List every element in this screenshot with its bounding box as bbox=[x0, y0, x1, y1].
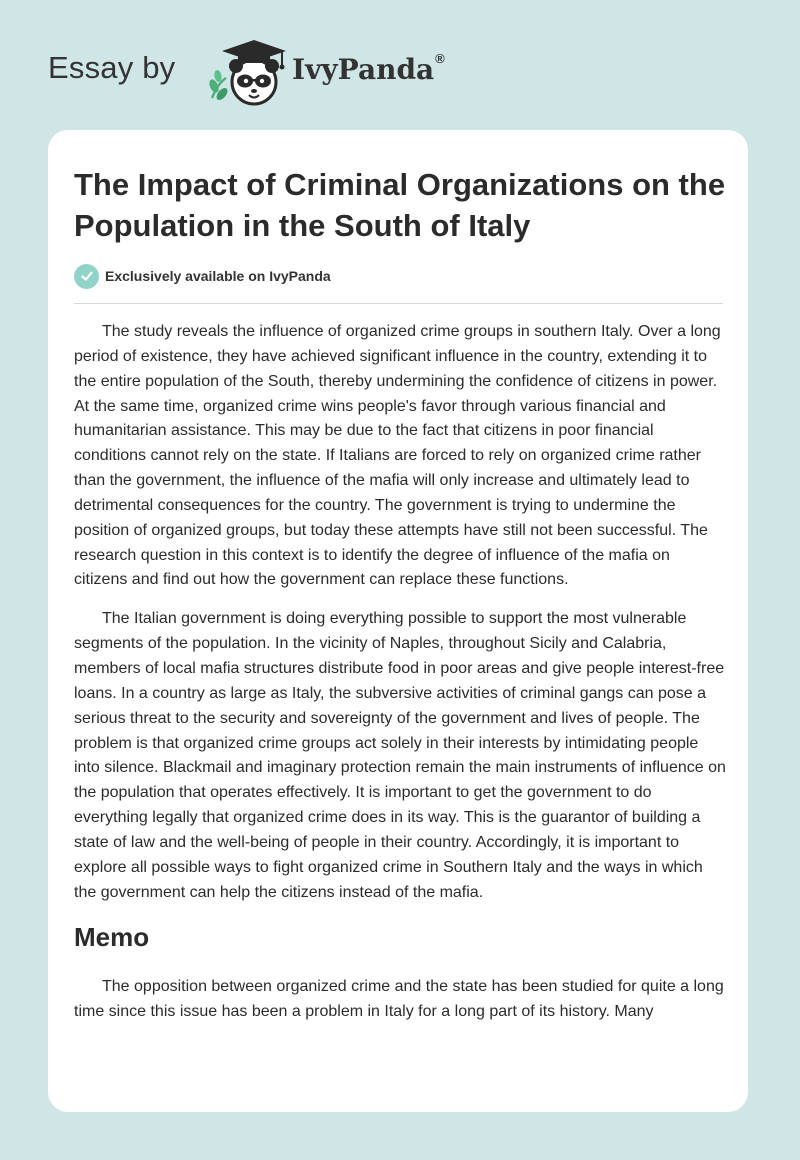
exclusive-badge bbox=[74, 263, 331, 289]
panda-logo-icon[interactable] bbox=[202, 36, 294, 108]
section-heading-memo: Memo bbox=[74, 922, 150, 953]
exclusive-label: Exclusively available on IvyPanda bbox=[105, 268, 331, 284]
check-circle-icon bbox=[74, 264, 99, 289]
brand-name[interactable]: IvyPanda® bbox=[292, 51, 445, 86]
essay-paragraph: The study reveals the influence of organized crime groups in southern Italy. Over a long period of existence, they have achieved significant influence in the country, extending it to the entire population of the South, thereby undermining the confidence of citizens in power. At the same time, organized crime wins people's favor through various financial and humanitarian assistance. This may be due to the fact that citizens in poor financial conditions cannot rely on the state. If Italians are forced to rely on organized crime rather than the government, the influence of the mafia will only increase and ultimately lead to detrimental consequences for the country. The government is trying to undermine the position of organized groups, but today these attempts have still not been successful. The research question in this context is to identify the degree of influence of the mafia on citizens and find out how the government can replace these functions. bbox=[74, 323, 721, 589]
divider bbox=[74, 303, 723, 304]
memo-paragraph: The opposition between organized crime and the state has been studied for quite a long time since this issue has been a problem in Italy for a long part of its history. Many bbox=[74, 978, 724, 1021]
essay-paragraph: The Italian government is doing everything possible to support the most vulnerable segments of the population. In the vicinity of Naples, throughout Sicily and Calabria, members of local mafia structures distribute food in poor areas and give people interest-free loans. In a country as large as Italy, the subversive activities of criminal gangs can pose a serious threat to the security and sovereignty of the government and lives of people. The problem is that organized crime groups act solely in their interests by intimidating people into silence. Blackmail and imaginary protection remain the main instruments of influence on the population that operates effectively. It is important to get the government to do everything legally that organized crime does in its way. This is the guarantor of building a state of law and the well-being of people in their country. Accordingly, it is important to explore all possible ways to fight organized crime in Southern Italy and the ways in which the government can help the citizens instead of the mafia. bbox=[74, 610, 726, 901]
essay-body bbox=[74, 320, 726, 1039]
essay-card bbox=[48, 130, 748, 1112]
site-header bbox=[48, 36, 568, 108]
essay-by-label: Essay by bbox=[48, 50, 176, 85]
registered-mark: ® bbox=[435, 51, 445, 66]
essay-title: The Impact of Criminal Organizations on the Population in the South of Italy bbox=[74, 167, 726, 243]
